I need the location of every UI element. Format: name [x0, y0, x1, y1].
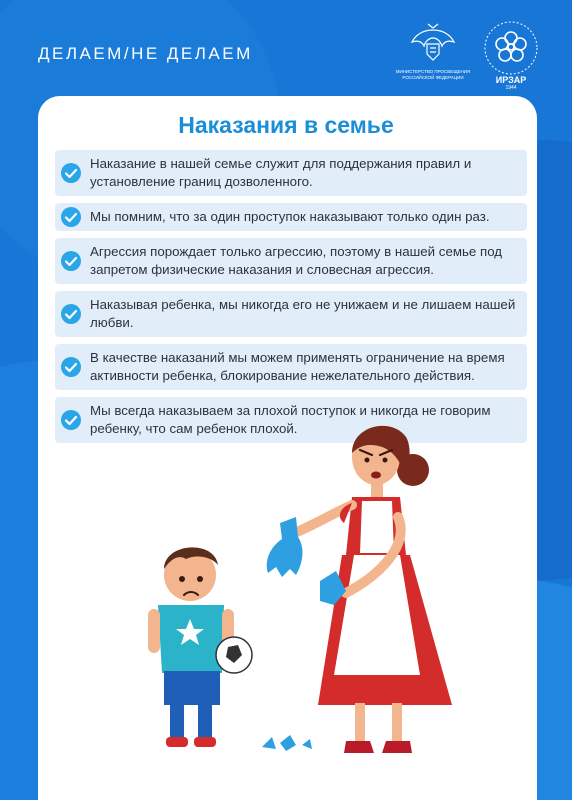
checkmark-icon — [61, 304, 81, 324]
list-item-text: Наказание в нашей семье служит для поддержания правил и установление границ дозволенного. — [90, 156, 472, 189]
list-item-text: Мы помним, что за один проступок наказывают только один раз. — [90, 209, 490, 224]
mother-and-child-illustration — [130, 405, 460, 765]
list-item — [55, 150, 527, 196]
irzar-name: ИРЗАР — [495, 75, 527, 85]
list-item — [55, 291, 527, 337]
irzar-logo — [478, 20, 544, 92]
broken-glass-shards — [262, 735, 312, 751]
irzar-year: 1944 — [505, 85, 517, 91]
checkmark-icon — [61, 357, 81, 377]
checkmark-icon — [61, 163, 81, 183]
list-item-text: Мы всегда наказываем за плохой поступок и никогда не говорим ребенку, что сам ребенок плохой. — [90, 403, 491, 436]
checkmark-icon — [61, 251, 81, 271]
boy-figure — [148, 547, 252, 747]
list-item — [55, 203, 527, 231]
list-item-text: Агрессия порождает только агрессию, поэтому в нашей семье под запретом физические наказания и словесная агрессия. — [90, 244, 503, 277]
list-item — [55, 344, 527, 390]
list-item — [55, 238, 527, 284]
mother-figure — [290, 426, 452, 753]
ministry-logo — [394, 22, 472, 80]
checkmark-icon — [61, 410, 81, 430]
eagle-emblem-icon — [410, 22, 456, 62]
flower-emblem-icon — [478, 20, 544, 76]
list-item-text: Наказывая ребенка, мы никогда его не унижаем и не лишаем нашей любви. — [90, 297, 516, 330]
page-title: Наказания в семье — [178, 112, 394, 138]
checkmark-icon — [61, 207, 81, 227]
list-item-text: В качестве наказаний мы можем применять ограничение на время активности ребенка, блокирование нежелательного действия. — [90, 350, 505, 383]
header-label: ДЕЛАЕМ/НЕ ДЕЛАЕМ — [38, 44, 253, 63]
ministry-caption: МИНИСТЕРСТВО ПРОСВЕЩЕНИЯ РОССИЙСКОЙ ФЕДЕРАЦИИ — [395, 69, 471, 80]
